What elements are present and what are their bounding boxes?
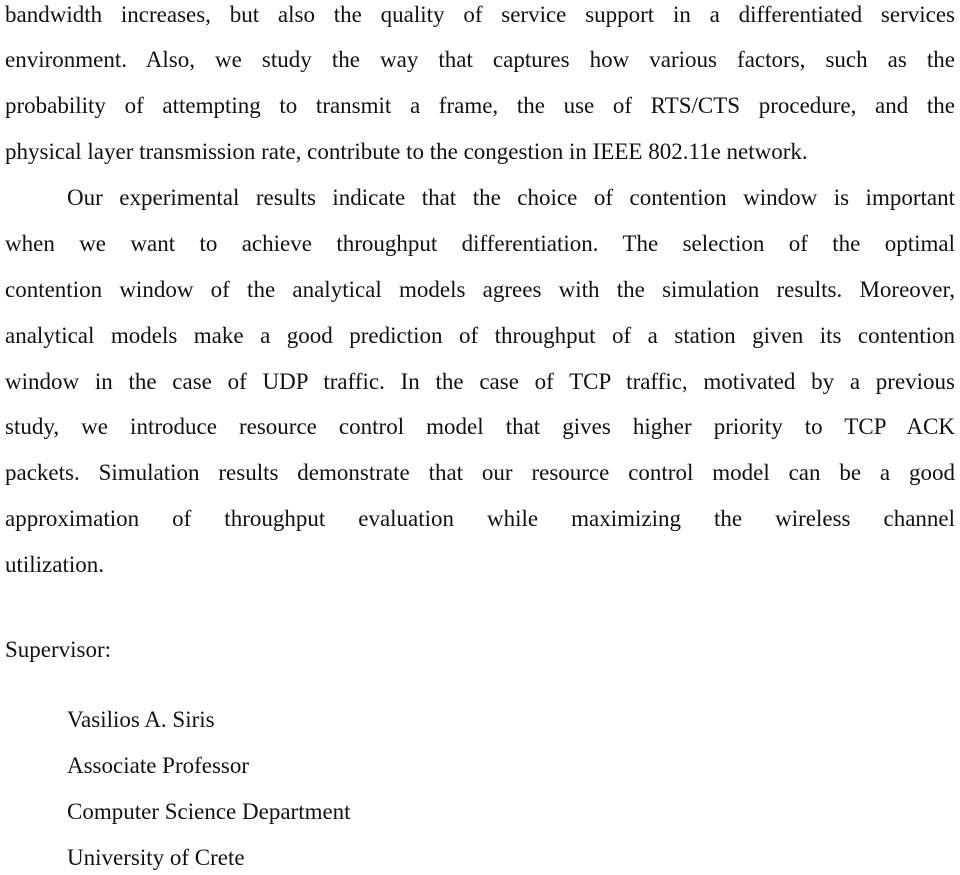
abstract-line-11: packets. Simulation results demonstrate that our resource control model can be a good — [5, 460, 955, 485]
abstract-line-10: study, we introduce resource control model that gives higher priority to TCP ACK — [5, 414, 955, 439]
supervisor-name: Vasilios A. Siris — [67, 707, 215, 732]
abstract-line-4: physical layer transmission rate, contribute to the congestion in IEEE 802.11e network. — [5, 139, 808, 164]
abstract-line-9: window in the case of UDP traffic. In the case of TCP traffic, motivated by a previous — [5, 369, 955, 394]
supervisor-label: Supervisor: — [5, 637, 112, 662]
abstract-line-2: environment. Also, we study the way that captures how various factors, such as the — [5, 47, 955, 72]
abstract-line-8: analytical models make a good prediction of throughput of a station given its contention — [5, 323, 955, 348]
abstract-line-12: approximation of throughput evaluation while maximizing the wireless channel — [5, 506, 955, 531]
abstract-line-6: when we want to achieve throughput differentiation. The selection of the optimal — [5, 231, 955, 256]
abstract-line-5: Our experimental results indicate that the choice of contention window is important — [67, 185, 955, 210]
supervisor-university: University of Crete — [67, 845, 245, 870]
supervisor-title: Associate Professor — [67, 753, 250, 778]
abstract-line-7: contention window of the analytical models agrees with the simulation results. Moreover, — [5, 277, 955, 302]
abstract-line-3: probability of attempting to transmit a frame, the use of RTS/CTS procedure, and the — [5, 93, 955, 118]
abstract-line-13: utilization. — [5, 552, 105, 577]
abstract-line-1: bandwidth increases, but also the quality of service support in a differentiated services — [5, 2, 955, 27]
supervisor-department: Computer Science Department — [67, 799, 351, 824]
